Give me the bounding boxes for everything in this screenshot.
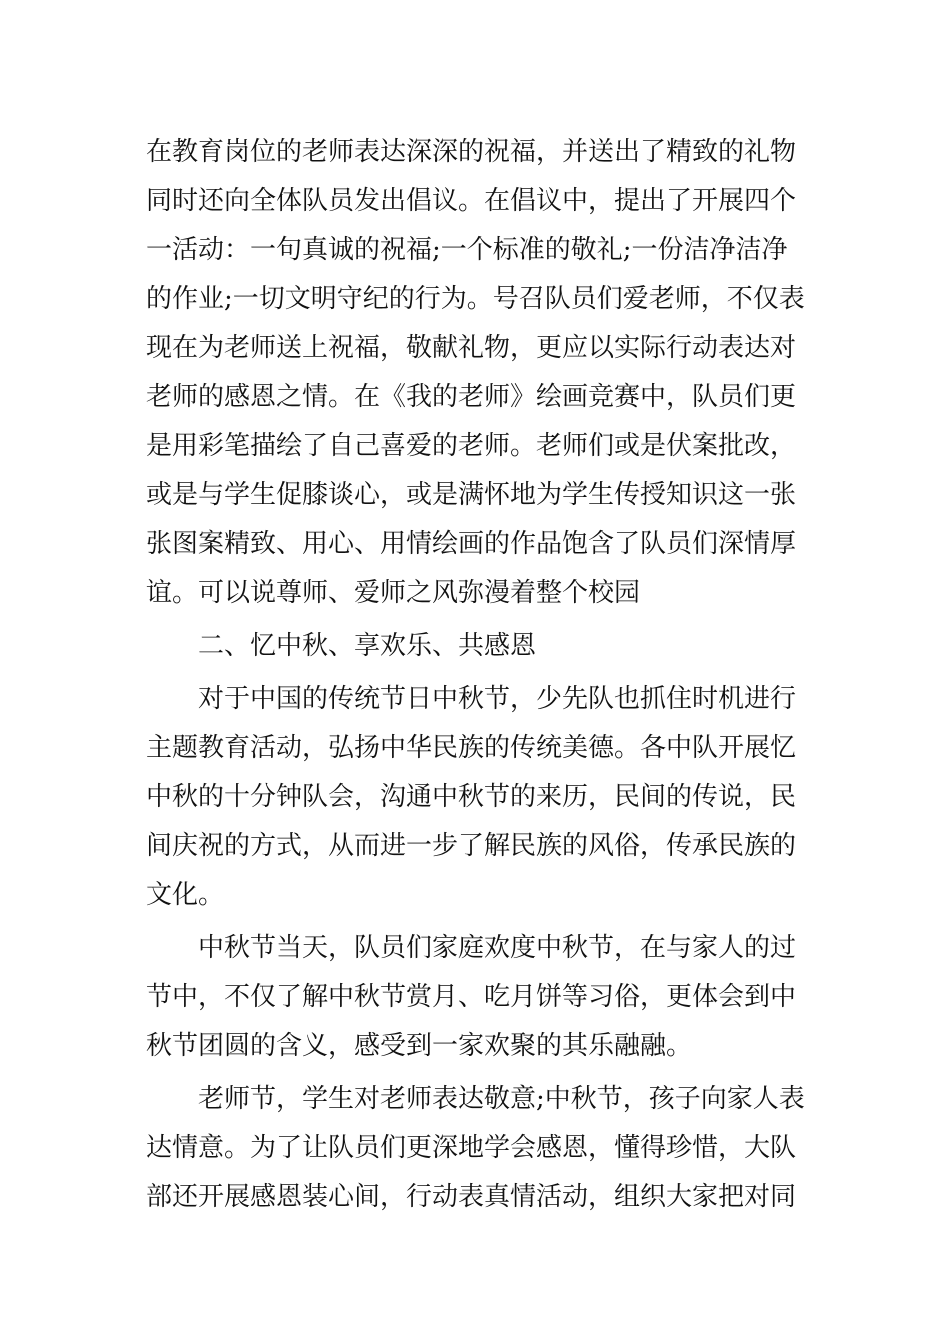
document-page xyxy=(146,128,806,1222)
text-line: 老师节，学生对老师表达敬意;中秋节，孩子向家人表 xyxy=(198,1084,805,1114)
text-line: 谊。可以说尊师、爱师之风弥漫着整个校园 xyxy=(146,578,641,608)
paragraph-4 xyxy=(146,1075,806,1222)
text-line: 在教育岗位的老师表达深深的祝福，并送出了精致的礼物 xyxy=(146,137,797,167)
text-line: 部还开展感恩装心间，行动表真情活动，组织大家把对同 xyxy=(146,1182,797,1212)
text-line: 的作业;一切文明守纪的行为。号召队员们爱老师，不仅表 xyxy=(146,284,805,314)
paragraph-1 xyxy=(146,128,806,618)
text-line: 对于中国的传统节日中秋节，少先队也抓住时机进行 xyxy=(198,684,797,714)
text-line: 主题教育活动，弘扬中华民族的传统美德。各中队开展忆 xyxy=(146,733,797,763)
text-line: 秋节团圆的含义，感受到一家欢聚的其乐融融。 xyxy=(146,1031,693,1061)
text-line: 或是与学生促膝谈心，或是满怀地为学生传授知识这一张 xyxy=(146,480,797,510)
text-line: 中秋的十分钟队会，沟通中秋节的来历，民间的传说，民 xyxy=(146,782,797,812)
text-line: 现在为老师送上祝福，敬献礼物，更应以实际行动表达对 xyxy=(146,333,797,363)
text-line: 老师的感恩之情。在《我的老师》绘画竞赛中，队员们更 xyxy=(146,382,797,412)
text-line: 间庆祝的方式，从而进一步了解民族的风俗，传承民族的 xyxy=(146,831,797,861)
text-line: 同时还向全体队员发出倡议。在倡议中，提出了开展四个 xyxy=(146,186,797,216)
text-line: 中秋节当天，队员们家庭欢度中秋节，在与家人的过 xyxy=(198,933,797,963)
paragraph-3 xyxy=(146,924,806,1071)
text-line: 节中，不仅了解中秋节赏月、吃月饼等习俗，更体会到中 xyxy=(146,982,797,1012)
text-line: 达情意。为了让队员们更深地学会感恩，懂得珍惜，大队 xyxy=(146,1133,797,1163)
text-line: 文化。 xyxy=(146,880,225,910)
text-line: 是用彩笔描绘了自己喜爱的老师。老师们或是伏案批改， xyxy=(146,431,797,461)
paragraph-2 xyxy=(146,675,806,920)
text-line: 张图案精致、用心、用情绘画的作品饱含了队员们深情厚 xyxy=(146,529,797,559)
section-heading: 二、忆中秋、享欢乐、共感恩 xyxy=(198,631,537,661)
text-line: 一活动：一句真诚的祝福;一个标准的敬礼;一份洁净洁净 xyxy=(146,235,788,265)
